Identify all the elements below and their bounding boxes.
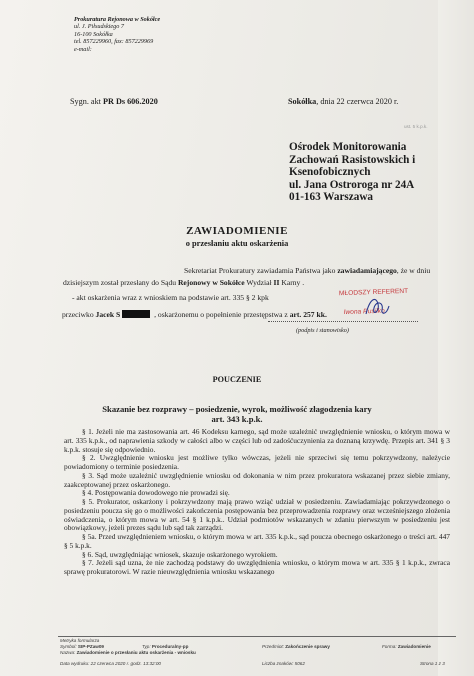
paragraph: § 5a. Przed uwzględnieniem wniosku, o którym mowa w art. 335 k.p.k., sąd poucza obecnego oskarżonego o treści art. 447 § 5 k.p.k. <box>64 532 450 550</box>
footer-label: Forma: <box>382 644 397 649</box>
sender-address <box>74 16 160 53</box>
notice-text: , że w dniu <box>396 266 431 275</box>
sender-city: 16-100 Sokółka <box>74 30 113 38</box>
notice-text: Karny . <box>279 278 305 287</box>
document-date: , dnia 22 czerwca 2020 r. <box>316 97 399 106</box>
paragraph: § 1. Jeżeli nie ma zastosowania art. 46 Kodeksu karnego, sąd może uzależnić uwzględnienie wniosku, o którym mowa w art. 335 k.p.k., od naprawienia szkody w całości albo w części lub od zadośćuczynienia za doznaną krzywdę. Przepis art. 341 § 3 k.p.k. stosuje się odpowiednio. <box>64 427 450 454</box>
legal-paragraphs <box>64 428 450 577</box>
footer-label: Przedmiot: <box>262 644 284 649</box>
footer-symbol <box>60 644 104 649</box>
footer-char-count: Liczba znaków: 5062 <box>262 661 305 666</box>
footer-print-date: Data wydruku: 22 czerwca 2020 r. godz. 13:32:00 <box>60 661 161 666</box>
sender-office: Prokuratura Rejonowa w Sokółce <box>74 16 161 23</box>
paragraph: § 3. Sąd może uzależnić uwzględnienie wniosku od dokonania w nim przez prokuratora wskazanej przez siebie zmiany, zaakceptowanej przez oskarżonego. <box>64 470 450 489</box>
case-reference-label: Sygn. akt <box>70 97 101 106</box>
show-through-text: ust. 5 k.p.k. <box>404 124 428 129</box>
paragraph: § 6. Sąd, uwzględniając wniosek, skazuje oskarżonego wyrokiem. <box>82 549 278 559</box>
footer-label: Nazwa: <box>60 650 76 655</box>
signature-label: (podpis i stanowisko) <box>296 327 349 334</box>
recipient-address <box>289 141 415 204</box>
footer-name <box>60 650 196 655</box>
sender-email: e-mail: <box>74 45 92 53</box>
notice-text: Wydział <box>244 278 274 287</box>
stamp-name: Iwona Rusiłko <box>343 307 385 317</box>
handwritten-signature <box>362 294 392 320</box>
paragraph: § 7. Jeżeli sąd uzna, że nie zachodzą podstawy do uwzględnienia wniosku, o którym mowa w art. 335 § 1 k.p.k., zwraca sprawę prokuratorowi. W razie nieuwzględnienia wniosku wskazanego <box>64 558 450 576</box>
footer-value: Zawiadomienie o przesłaniu aktu oskarżenia - wniosku <box>76 650 196 655</box>
place-date <box>288 97 398 106</box>
notice-text: Sekretariat Prokuratury zawiadamia Państwa jako <box>184 266 338 275</box>
sender-street: ul. J. Piłsudskiego 7 <box>74 23 125 31</box>
footer-value: SIP-PZaw09 <box>77 644 104 649</box>
sender-phone: tel. 857229960, fax: 857229969 <box>74 38 154 46</box>
notice-text: przeciwko <box>62 310 96 319</box>
footer-label: Typ: <box>142 644 151 649</box>
document-title: ZAWIADOMIENIE <box>186 225 288 237</box>
notice-line-4 <box>62 310 327 319</box>
footer-form <box>382 644 431 649</box>
footer-metryka: Metryka formularza <box>60 638 100 643</box>
defendant-surname-initial: S <box>114 310 121 319</box>
stamp-title: MŁODSZY REFERENT <box>338 287 409 298</box>
defendant-first-name: Jacek <box>95 310 115 319</box>
redaction-bar <box>122 310 150 318</box>
court-name: Rejonowy w Sokółce <box>177 278 245 287</box>
document-subtitle: o przesłaniu aktu oskarżenia <box>185 239 289 248</box>
footer-value: Proceduralny-pp <box>151 644 189 649</box>
footer-subject <box>262 644 330 649</box>
recipient-line: Zachowań Rasistowskich i <box>289 153 416 166</box>
section-heading-line: Skazanie bez rozprawy – posiedzenie, wyrok, możliwość złagodzenia kary <box>102 404 372 414</box>
recipient-line: ul. Jana Ostroroga nr 24A <box>289 178 415 191</box>
paragraph: § 4. Postępowania dowodowego nie prowadzi się. <box>82 488 230 498</box>
notice-line-1 <box>184 266 430 275</box>
notice-text: dzisiejszym został przesłany do Sądu <box>63 278 178 287</box>
section-heading-article: art. 343 k.p.k. <box>211 414 263 424</box>
place-city: Sokółka <box>288 97 317 106</box>
notice-line-3: - akt oskarżenia wraz z wnioskiem na podstawie art. 335 § 2 kpk <box>72 293 269 302</box>
footer-rule <box>58 636 456 637</box>
recipient-line: Ośrodek Monitorowania <box>289 141 407 153</box>
case-reference <box>70 97 158 106</box>
paragraph: § 5. Prokurator, oskarżony i pokrzywdzony mają prawo wziąć udział w posiedzeniu. Zawiadamiając pokrzywdzonego o posiedzeniu poucza się go o możliwości zakończenia postępowania bez przeprowadzenia rozprawy oraz wcześniejszego złożenia oświadczenia, o którym mowa w art. 54 § 1 k.p.k.. Udział podmiotów wskazanych w zdaniu pierwszym w posiedzeniu jest obowiązkowy, jeżeli prezes sądu lub sąd tak zarządzi. <box>64 497 450 533</box>
footer-value: Zakończenie sprawy <box>285 644 330 649</box>
recipient-line: 01-163 Warszawa <box>289 191 374 204</box>
article-reference: art. 257 kk. <box>289 310 327 319</box>
section-heading <box>0 404 474 424</box>
recipient-line: Ksenofobicznych <box>289 166 371 179</box>
signature-line <box>268 321 418 322</box>
footer-value: Zawiadomienie <box>397 644 431 649</box>
footer-type <box>142 644 188 649</box>
notice-line-2 <box>63 278 304 287</box>
notice-text: , oskarżonemu o popełnienie przestępstwa z <box>152 310 290 319</box>
notice-role: zawiadamiającego <box>337 266 397 275</box>
court-division: II <box>273 278 280 287</box>
paragraph: § 2. Uwzględnienie wniosku jest możliwe tylko wówczas, jeżeli nie sprzeciwi się temu pokrzywdzony, należycie powiadomiony o terminie posiedzenia. <box>64 453 450 471</box>
case-reference-number: PR Ds 606.2020 <box>102 97 158 106</box>
instruction-heading: POUCZENIE <box>212 375 262 384</box>
footer-label: Symbol: <box>60 644 77 649</box>
footer-page-number: Strona 1 z 3 <box>420 661 445 666</box>
